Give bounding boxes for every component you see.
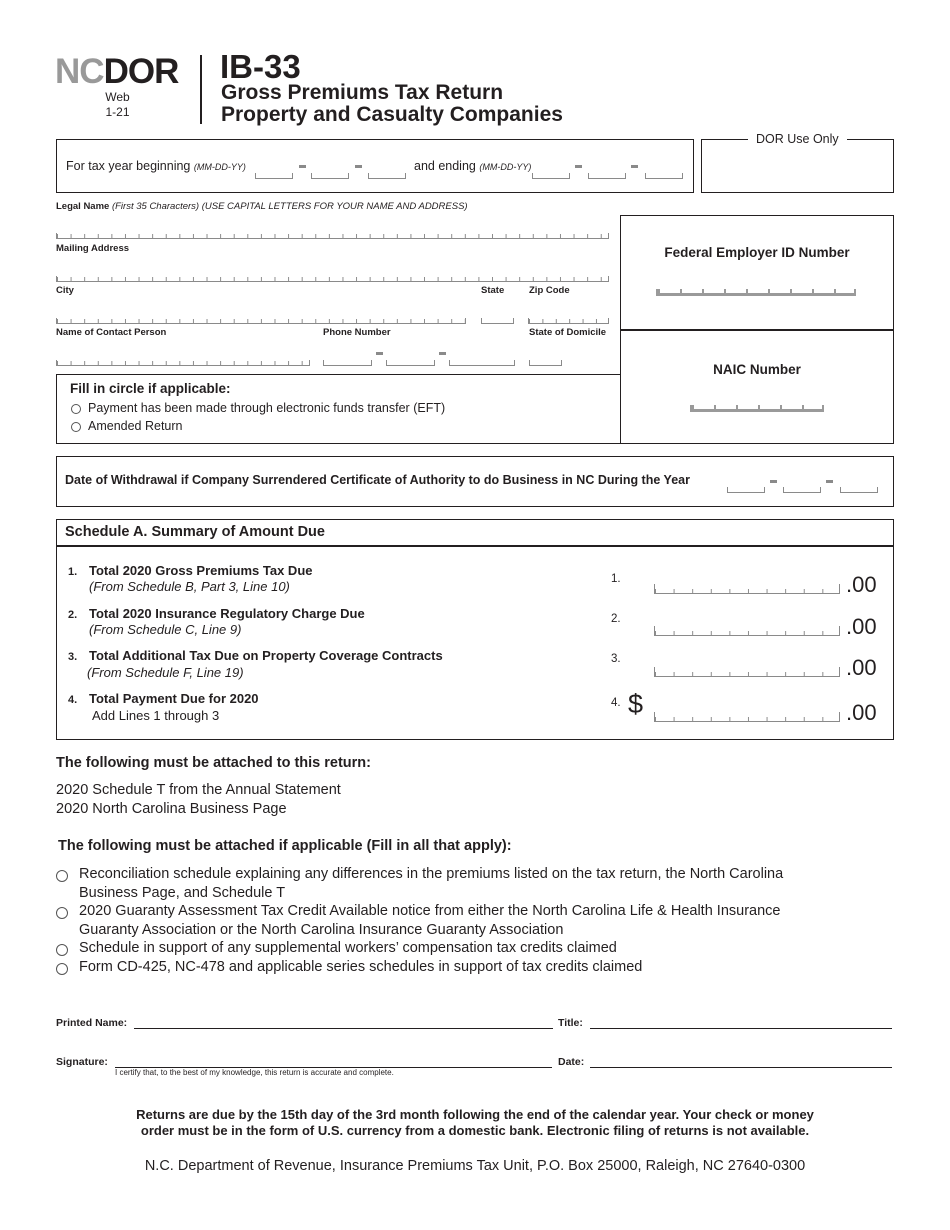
- ncdor-logo: [55, 52, 185, 92]
- optional-attachment-line: Schedule in support of any supplemental workers’ compensation tax credits claimed: [79, 940, 617, 956]
- domicile-field[interactable]: [529, 360, 562, 366]
- phone-label: Phone Number: [323, 327, 391, 338]
- begin-month-field[interactable]: [255, 173, 293, 179]
- line-3-source: (From Schedule F, Line 19): [87, 665, 244, 680]
- dash: [355, 165, 362, 168]
- naic-box: [620, 329, 894, 444]
- dash: [770, 480, 777, 483]
- line-2-ref: 2.: [611, 613, 621, 625]
- form-id: IB-33: [220, 48, 301, 85]
- end-day-field[interactable]: [588, 173, 626, 179]
- amended-label: Amended Return: [88, 419, 183, 433]
- line-2-source: (From Schedule C, Line 9): [89, 622, 242, 637]
- header-divider: [200, 55, 202, 124]
- line-4-instruction: Add Lines 1 through 3: [92, 708, 220, 723]
- line-4-amount-field[interactable]: [654, 712, 840, 722]
- zip-label: Zip Code: [529, 285, 570, 296]
- line-3-title: Total Additional Tax Due on Property Coverage Contracts: [89, 648, 443, 663]
- dash: [299, 165, 306, 168]
- line-3-amount-field[interactable]: [654, 667, 840, 677]
- mailing-address-footer: N.C. Department of Revenue, Insurance Premiums Tax Unit, P.O. Box 25000, Raleigh, NC 27640-0300: [144, 1158, 806, 1174]
- certification-text: I certify that, to the best of my knowledge, this return is accurate and complete.: [115, 1068, 394, 1077]
- phone-area-field[interactable]: [323, 360, 372, 366]
- dash: [826, 480, 833, 483]
- eft-radio[interactable]: [71, 404, 81, 414]
- dor-use-only-box: [701, 139, 894, 193]
- state-label: State: [481, 285, 505, 296]
- begin-year-field[interactable]: [368, 173, 406, 179]
- naic-label: NAIC Number: [713, 362, 801, 377]
- tax-year-begin-label: For tax year beginning (MM-DD-YY): [66, 159, 246, 173]
- legal-name-field[interactable]: [56, 233, 609, 239]
- form-title-line2: Property and Casualty Companies: [221, 103, 563, 126]
- line-3-ref: 3.: [611, 653, 621, 665]
- due-date-notice-line1: Returns are due by the 15th day of the 3rd month following the end of the calendar year. Your check or money: [136, 1107, 814, 1122]
- optional-attachment-line: Reconciliation schedule explaining any differences in the premiums listed on the tax return, the North Carolina: [79, 866, 784, 882]
- phone-prefix-field[interactable]: [386, 360, 435, 366]
- line-2-title: Total 2020 Insurance Regulatory Charge Due: [89, 606, 365, 621]
- line-2-cents: .00: [846, 614, 877, 639]
- zip-field[interactable]: [528, 318, 609, 324]
- phone-line-field[interactable]: [449, 360, 515, 366]
- line-1-title: Total 2020 Gross Premiums Tax Due: [89, 563, 313, 578]
- line-2-number: 2.: [68, 609, 78, 621]
- fein-box: [620, 215, 894, 331]
- fill-circle-heading: Fill in circle if applicable:: [70, 381, 231, 396]
- optional-attachment-radio[interactable]: [56, 870, 68, 882]
- line-4-title: Total Payment Due for 2020: [89, 691, 259, 706]
- title-label: Title:: [558, 1017, 583, 1029]
- dash: [439, 352, 446, 355]
- line-1-number: 1.: [68, 566, 78, 578]
- optional-attachment-line: 2020 Guaranty Assessment Tax Credit Available notice from either the North Carolina Life & Health Insurance: [79, 903, 781, 919]
- line-4-ref: 4.: [611, 697, 621, 709]
- dash: [631, 165, 638, 168]
- dash: [376, 352, 383, 355]
- mailing-address-label: Mailing Address: [56, 243, 130, 254]
- required-attachment: 2020 North Carolina Business Page: [56, 801, 287, 817]
- due-date-notice-line2: order must be in the form of U.S. currency from a domestic bank. Electronic filing of returns is not available.: [140, 1123, 810, 1138]
- state-field[interactable]: [481, 318, 514, 324]
- optional-attachment-line: Business Page, and Schedule T: [79, 885, 286, 901]
- dor-use-only-label: DOR Use Only: [748, 132, 847, 146]
- schedule-a-title: Schedule A. Summary of Amount Due: [65, 524, 325, 540]
- printed-name-label: Printed Name:: [56, 1017, 128, 1029]
- optional-attachments-heading: The following must be attached if applicable (Fill in all that apply):: [58, 838, 512, 854]
- eft-label: Payment has been made through electronic funds transfer (EFT): [88, 401, 446, 415]
- dash: [575, 165, 582, 168]
- signature-label: Signature:: [56, 1056, 108, 1068]
- amended-radio[interactable]: [71, 422, 81, 432]
- line-1-source: (From Schedule B, Part 3, Line 10): [89, 579, 290, 594]
- mailing-address-field[interactable]: [56, 276, 609, 282]
- line-4-cents: .00: [846, 700, 877, 725]
- legal-name-label: Legal Name (First 35 Characters) (USE CAPITAL LETTERS FOR YOUR NAME AND ADDRESS): [56, 201, 468, 212]
- line-1-cents: .00: [846, 572, 877, 597]
- withdrawal-month-field[interactable]: [727, 487, 765, 493]
- contact-person-field[interactable]: [56, 360, 310, 366]
- end-month-field[interactable]: [532, 173, 570, 179]
- optional-attachment-radio[interactable]: [56, 907, 68, 919]
- withdrawal-day-field[interactable]: [783, 487, 821, 493]
- line-1-amount-field[interactable]: [654, 584, 840, 594]
- date-label: Date:: [558, 1056, 585, 1068]
- naic-field[interactable]: [690, 405, 824, 412]
- schedule-a-header-rule: [56, 545, 894, 547]
- form-title-line1: Gross Premiums Tax Return: [221, 81, 504, 104]
- fein-label: Federal Employer ID Number: [664, 245, 850, 260]
- required-attachment: 2020 Schedule T from the Annual Statement: [56, 782, 341, 798]
- web-label: Web: [105, 90, 130, 104]
- withdrawal-label: Date of Withdrawal if Company Surrendered Certificate of Authority to do Business in NC During the Year: [65, 473, 690, 487]
- withdrawal-year-field[interactable]: [840, 487, 878, 493]
- end-year-field[interactable]: [645, 173, 683, 179]
- optional-attachment-radio[interactable]: [56, 944, 68, 956]
- tax-year-end-label: and ending (MM-DD-YY): [414, 159, 532, 173]
- printed-name-field[interactable]: [134, 1028, 553, 1029]
- line-4-number: 4.: [68, 694, 78, 706]
- optional-attachment-radio[interactable]: [56, 963, 68, 975]
- logo-nc: NC: [55, 52, 104, 91]
- logo-dor: DOR: [103, 52, 179, 91]
- date-field[interactable]: [590, 1067, 892, 1068]
- version-label: 1-21: [105, 105, 130, 119]
- required-attachments-heading: The following must be attached to this return:: [56, 755, 371, 771]
- line-3-number: 3.: [68, 651, 78, 663]
- fein-field[interactable]: [656, 289, 856, 296]
- optional-attachment-line: Form CD-425, NC-478 and applicable series schedules in support of tax credits claimed: [79, 959, 643, 975]
- city-field[interactable]: [56, 318, 466, 324]
- title-field[interactable]: [590, 1028, 892, 1029]
- dollar-sign-icon: $: [628, 689, 644, 719]
- contact-person-label: Name of Contact Person: [56, 327, 167, 338]
- city-label: City: [56, 285, 74, 296]
- line-1-ref: 1.: [611, 573, 621, 585]
- domicile-label: State of Domicile: [529, 327, 607, 338]
- begin-day-field[interactable]: [311, 173, 349, 179]
- line-2-amount-field[interactable]: [654, 626, 840, 636]
- line-3-cents: .00: [846, 655, 877, 680]
- optional-attachment-line: Guaranty Association or the North Carolina Insurance Guaranty Association: [79, 922, 564, 938]
